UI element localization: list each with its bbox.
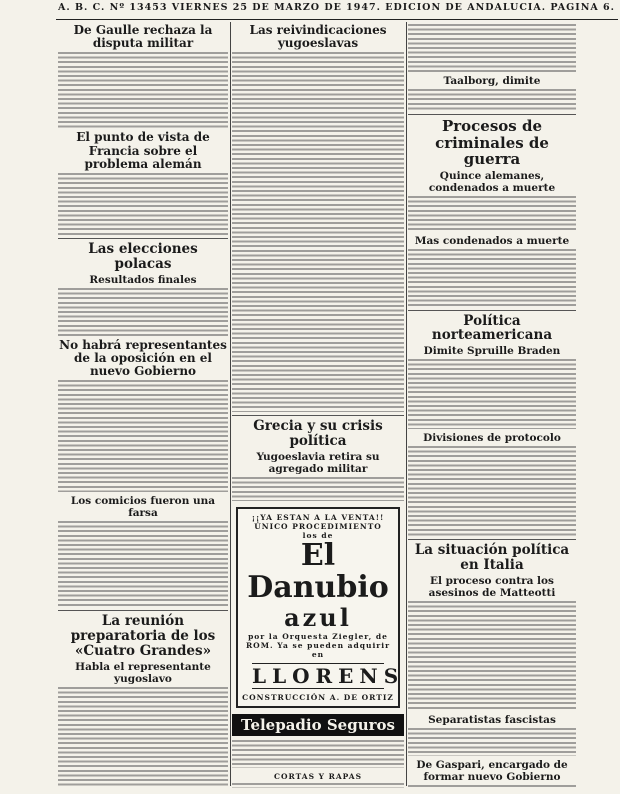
- article-text: [58, 687, 228, 788]
- article-text: [408, 249, 576, 307]
- ad-title: El Danubio: [247, 538, 389, 605]
- article-text: [408, 785, 576, 788]
- article-text: [408, 196, 576, 232]
- article-text: [408, 601, 576, 711]
- subhead-taalborg: Taalborg, dimite: [443, 75, 541, 87]
- ad-brand: LLORENS: [252, 664, 404, 689]
- headline-elecciones: Las elecciones polacas: [88, 240, 198, 272]
- subhead-yugoslavo: Habla el representante yugoslavo: [75, 660, 211, 685]
- subhead-degaspari: De Gaspari, encargado de formar nuevo Gobierno: [416, 758, 568, 783]
- separator: [408, 539, 576, 540]
- headline-degaulle: De Gaulle rechaza la disputa militar: [73, 23, 213, 51]
- separator: [58, 610, 228, 611]
- subhead-yugoeslavia: Yugoeslavia retira su agregado militar: [256, 451, 380, 476]
- article-text: [58, 288, 228, 336]
- article-text: [408, 728, 576, 756]
- article-text: [408, 446, 576, 536]
- article-text: [408, 89, 576, 111]
- headline-italia: La situación política en Italia: [414, 542, 570, 574]
- separator: [408, 310, 576, 311]
- column-3: [408, 22, 576, 788]
- article-text: [58, 380, 228, 492]
- telepadio-banner: Telepadio Seguros: [232, 714, 404, 736]
- article-text: [408, 359, 576, 429]
- subhead-comicios: Los comicios fueron una farsa: [70, 495, 216, 520]
- article-text: [232, 52, 404, 412]
- headline-punto-vista: El punto de vista de Francia sobre el problema alemán: [76, 130, 210, 171]
- article-text: [408, 24, 576, 72]
- separator: [58, 238, 228, 239]
- masthead-rule: [56, 19, 618, 20]
- headline-politica: Política norteamericana: [431, 312, 553, 344]
- subhead-divisiones: Divisiones de protocolo: [423, 432, 561, 445]
- ad-description: por la Orquesta Ziegler, de ROM. Ya se pueden adquirir en: [245, 632, 391, 660]
- subhead-proceso: El proceso contra los asesinos de Matteotti: [428, 574, 556, 599]
- separator: [408, 114, 576, 115]
- separator: [232, 415, 404, 416]
- ad-top-text: ¡¡YA ESTAN A LA VENTA!! ÚNICO PROCEDIMIENTO: [251, 513, 385, 532]
- ad-line: los de: [302, 531, 334, 541]
- article-text: [58, 521, 228, 607]
- subhead-quince: Quince alemanes, condenados a muerte: [428, 169, 556, 194]
- column-divider: [406, 22, 407, 786]
- subhead-resultados: Resultados finales: [89, 273, 197, 286]
- headline-grecia: Grecia y su crisis política: [253, 418, 383, 450]
- article-text: [232, 477, 404, 501]
- article-text: [58, 52, 228, 128]
- article-text: [232, 740, 404, 768]
- article-text: [58, 173, 228, 235]
- advertisement-danubio: [236, 507, 404, 708]
- column-2: [232, 22, 404, 788]
- subhead-separatistas: Separatistas fascistas: [428, 713, 556, 726]
- article-text: [232, 783, 404, 788]
- masthead: A. B. C. Nº 13453 VIERNES 25 DE MARZO DE 1947. EDICION DE ANDALUCIA. PAGINA 6.: [58, 2, 615, 13]
- headline-representantes: No habrá representantes de la oposición en el nuevo Gobierno: [59, 337, 227, 378]
- headline-procesos: Procesos de criminales de guerra: [435, 117, 549, 168]
- ad-title-2: azul: [284, 603, 352, 633]
- section-label: CORTAS Y RAPAS: [274, 772, 362, 782]
- column-divider: [230, 22, 231, 786]
- subhead-dimite: Dimite Spruille Braden: [423, 345, 561, 358]
- headline-reunion: La reunión preparatoria de los «Cuatro Grandes»: [70, 613, 216, 659]
- column-1: [58, 22, 228, 788]
- subhead-mas-condenados: Mas condenados a muerte: [414, 234, 570, 247]
- headline-reivindicaciones: Las reivindicaciones yugoeslavas: [249, 23, 387, 51]
- ad-footer: CONSTRUCCIÓN A. DE ORTIZ: [242, 693, 394, 703]
